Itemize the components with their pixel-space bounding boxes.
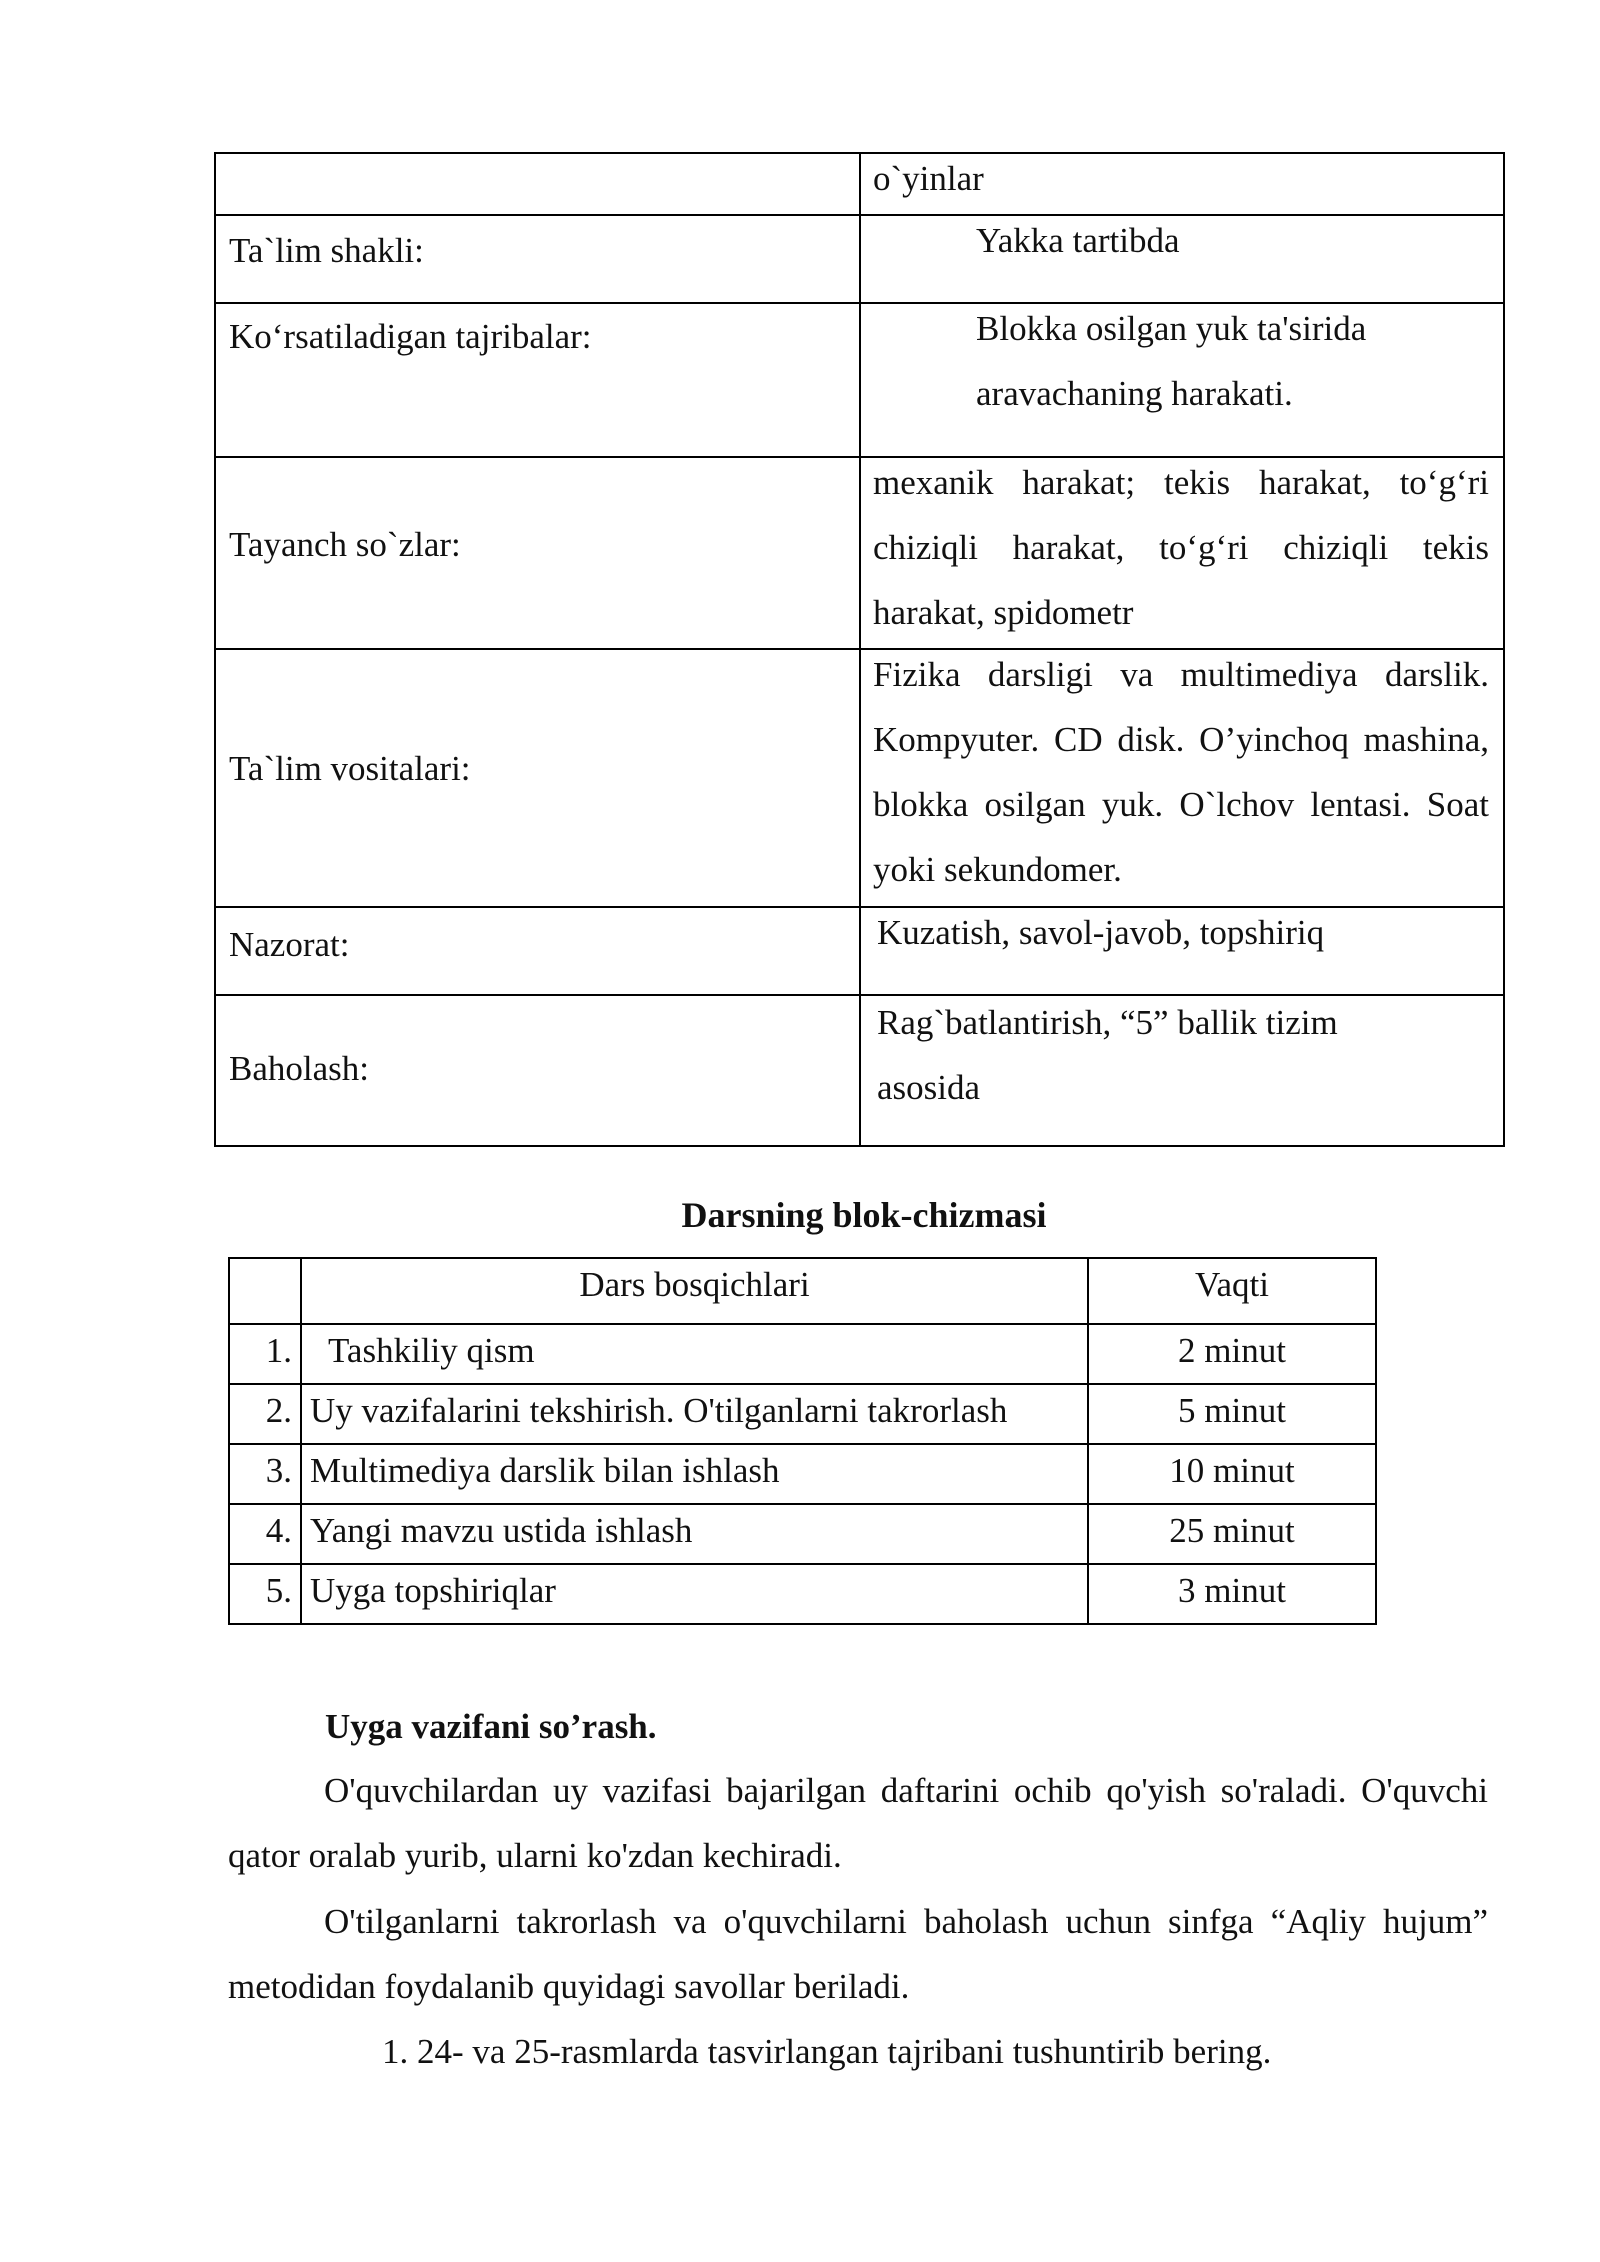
homework-paragraph-1-text: O'quvchilardan uy vazifasi bajarilgan daftarini ochib qo'yish so'raladi. O'quvchi qator oralab yurib, ularni ko'zdan kechiradi. bbox=[228, 1771, 1488, 1875]
info-label-assessment: Baholash: bbox=[229, 1049, 369, 1088]
row-time: 3 minut bbox=[1088, 1564, 1376, 1624]
row-stage: Yangi mavzu ustida ishlash bbox=[301, 1504, 1088, 1564]
table-row bbox=[229, 1564, 1376, 1624]
row-stage: Uyga topshiriqlar bbox=[301, 1564, 1088, 1624]
lesson-stages-table bbox=[228, 1257, 1377, 1625]
info-value-experiments-line2: aravachaning harakati. bbox=[976, 374, 1293, 413]
question-item: 1. 24- va 25-rasmlarda tasvirlangan tajribani tushuntirib bering. bbox=[382, 2032, 1272, 2071]
info-value-tools: Fizika darsligi va multimediya darslik. Kompyuter. CD disk. O’yinchoq mashina, blokka osilgan yuk. O`lchov lentasi. Soat yoki sekundomer. bbox=[873, 655, 1489, 889]
section-title: Darsning blok-chizmasi bbox=[681, 1195, 1047, 1235]
info-label-keywords: Tayanch so`zlar: bbox=[229, 525, 461, 564]
row-time: 25 minut bbox=[1088, 1504, 1376, 1564]
info-value-control: Kuzatish, savol-javob, topshiriq bbox=[877, 913, 1325, 952]
row-time: 5 minut bbox=[1088, 1384, 1376, 1444]
table-row bbox=[229, 1504, 1376, 1564]
row-number: 3. bbox=[229, 1444, 301, 1504]
homework-heading: Uyga vazifani so’rash. bbox=[325, 1707, 657, 1746]
info-value-assessment-line2: asosida bbox=[877, 1068, 981, 1107]
table-row bbox=[229, 1444, 1376, 1504]
row-stage: Uy vazifalarini tekshirish. O'tilganlarni takrorlash bbox=[301, 1384, 1088, 1444]
lesson-info-table bbox=[214, 152, 1505, 1147]
header-time: Vaqti bbox=[1088, 1258, 1376, 1324]
header-stages: Dars bosqichlari bbox=[301, 1258, 1088, 1324]
info-value-form: Yakka tartibda bbox=[976, 221, 1180, 260]
row-stage: Multimediya darslik bilan ishlash bbox=[301, 1444, 1088, 1504]
info-value-keywords: mexanik harakat; tekis harakat, to‘g‘ri chiziqli harakat, to‘g‘ri chiziqli tekis harakat, spidometr bbox=[873, 463, 1489, 632]
homework-paragraph-2-text: O'tilganlarni takrorlash va o'quvchilarni baholash uchun sinfga “Aqliy hujum” metodidan foydalanib quyidagi savollar beriladi. bbox=[228, 1902, 1488, 2006]
table-row bbox=[229, 1324, 1376, 1384]
row-number: 2. bbox=[229, 1384, 301, 1444]
row-number: 5. bbox=[229, 1564, 301, 1624]
table-border-left bbox=[214, 152, 216, 1147]
table-border-right bbox=[1503, 152, 1505, 1147]
row-time: 2 minut bbox=[1088, 1324, 1376, 1384]
info-value-games: o`yinlar bbox=[873, 159, 984, 198]
column-divider bbox=[859, 152, 861, 1147]
header-number bbox=[229, 1258, 301, 1324]
info-label-tools: Ta`lim vositalari: bbox=[229, 749, 471, 788]
table-row bbox=[229, 1384, 1376, 1444]
row-time: 10 minut bbox=[1088, 1444, 1376, 1504]
row-number: 1. bbox=[229, 1324, 301, 1384]
info-label-experiments: Ko‘rsatiladigan tajribalar: bbox=[229, 317, 592, 356]
info-label-control: Nazorat: bbox=[229, 925, 350, 964]
info-value-experiments-line1: Blokka osilgan yuk ta'sirida bbox=[976, 309, 1367, 348]
row-stage: Tashkiliy qism bbox=[301, 1324, 1088, 1384]
homework-paragraph-2 bbox=[228, 1889, 1488, 2019]
row-number: 4. bbox=[229, 1504, 301, 1564]
homework-paragraph-1 bbox=[228, 1758, 1488, 1888]
table-header-row bbox=[229, 1258, 1376, 1324]
info-value-assessment-line1: Rag`batlantirish, “5” ballik tizim bbox=[877, 1003, 1338, 1042]
info-label-form: Ta`lim shakli: bbox=[229, 231, 424, 270]
